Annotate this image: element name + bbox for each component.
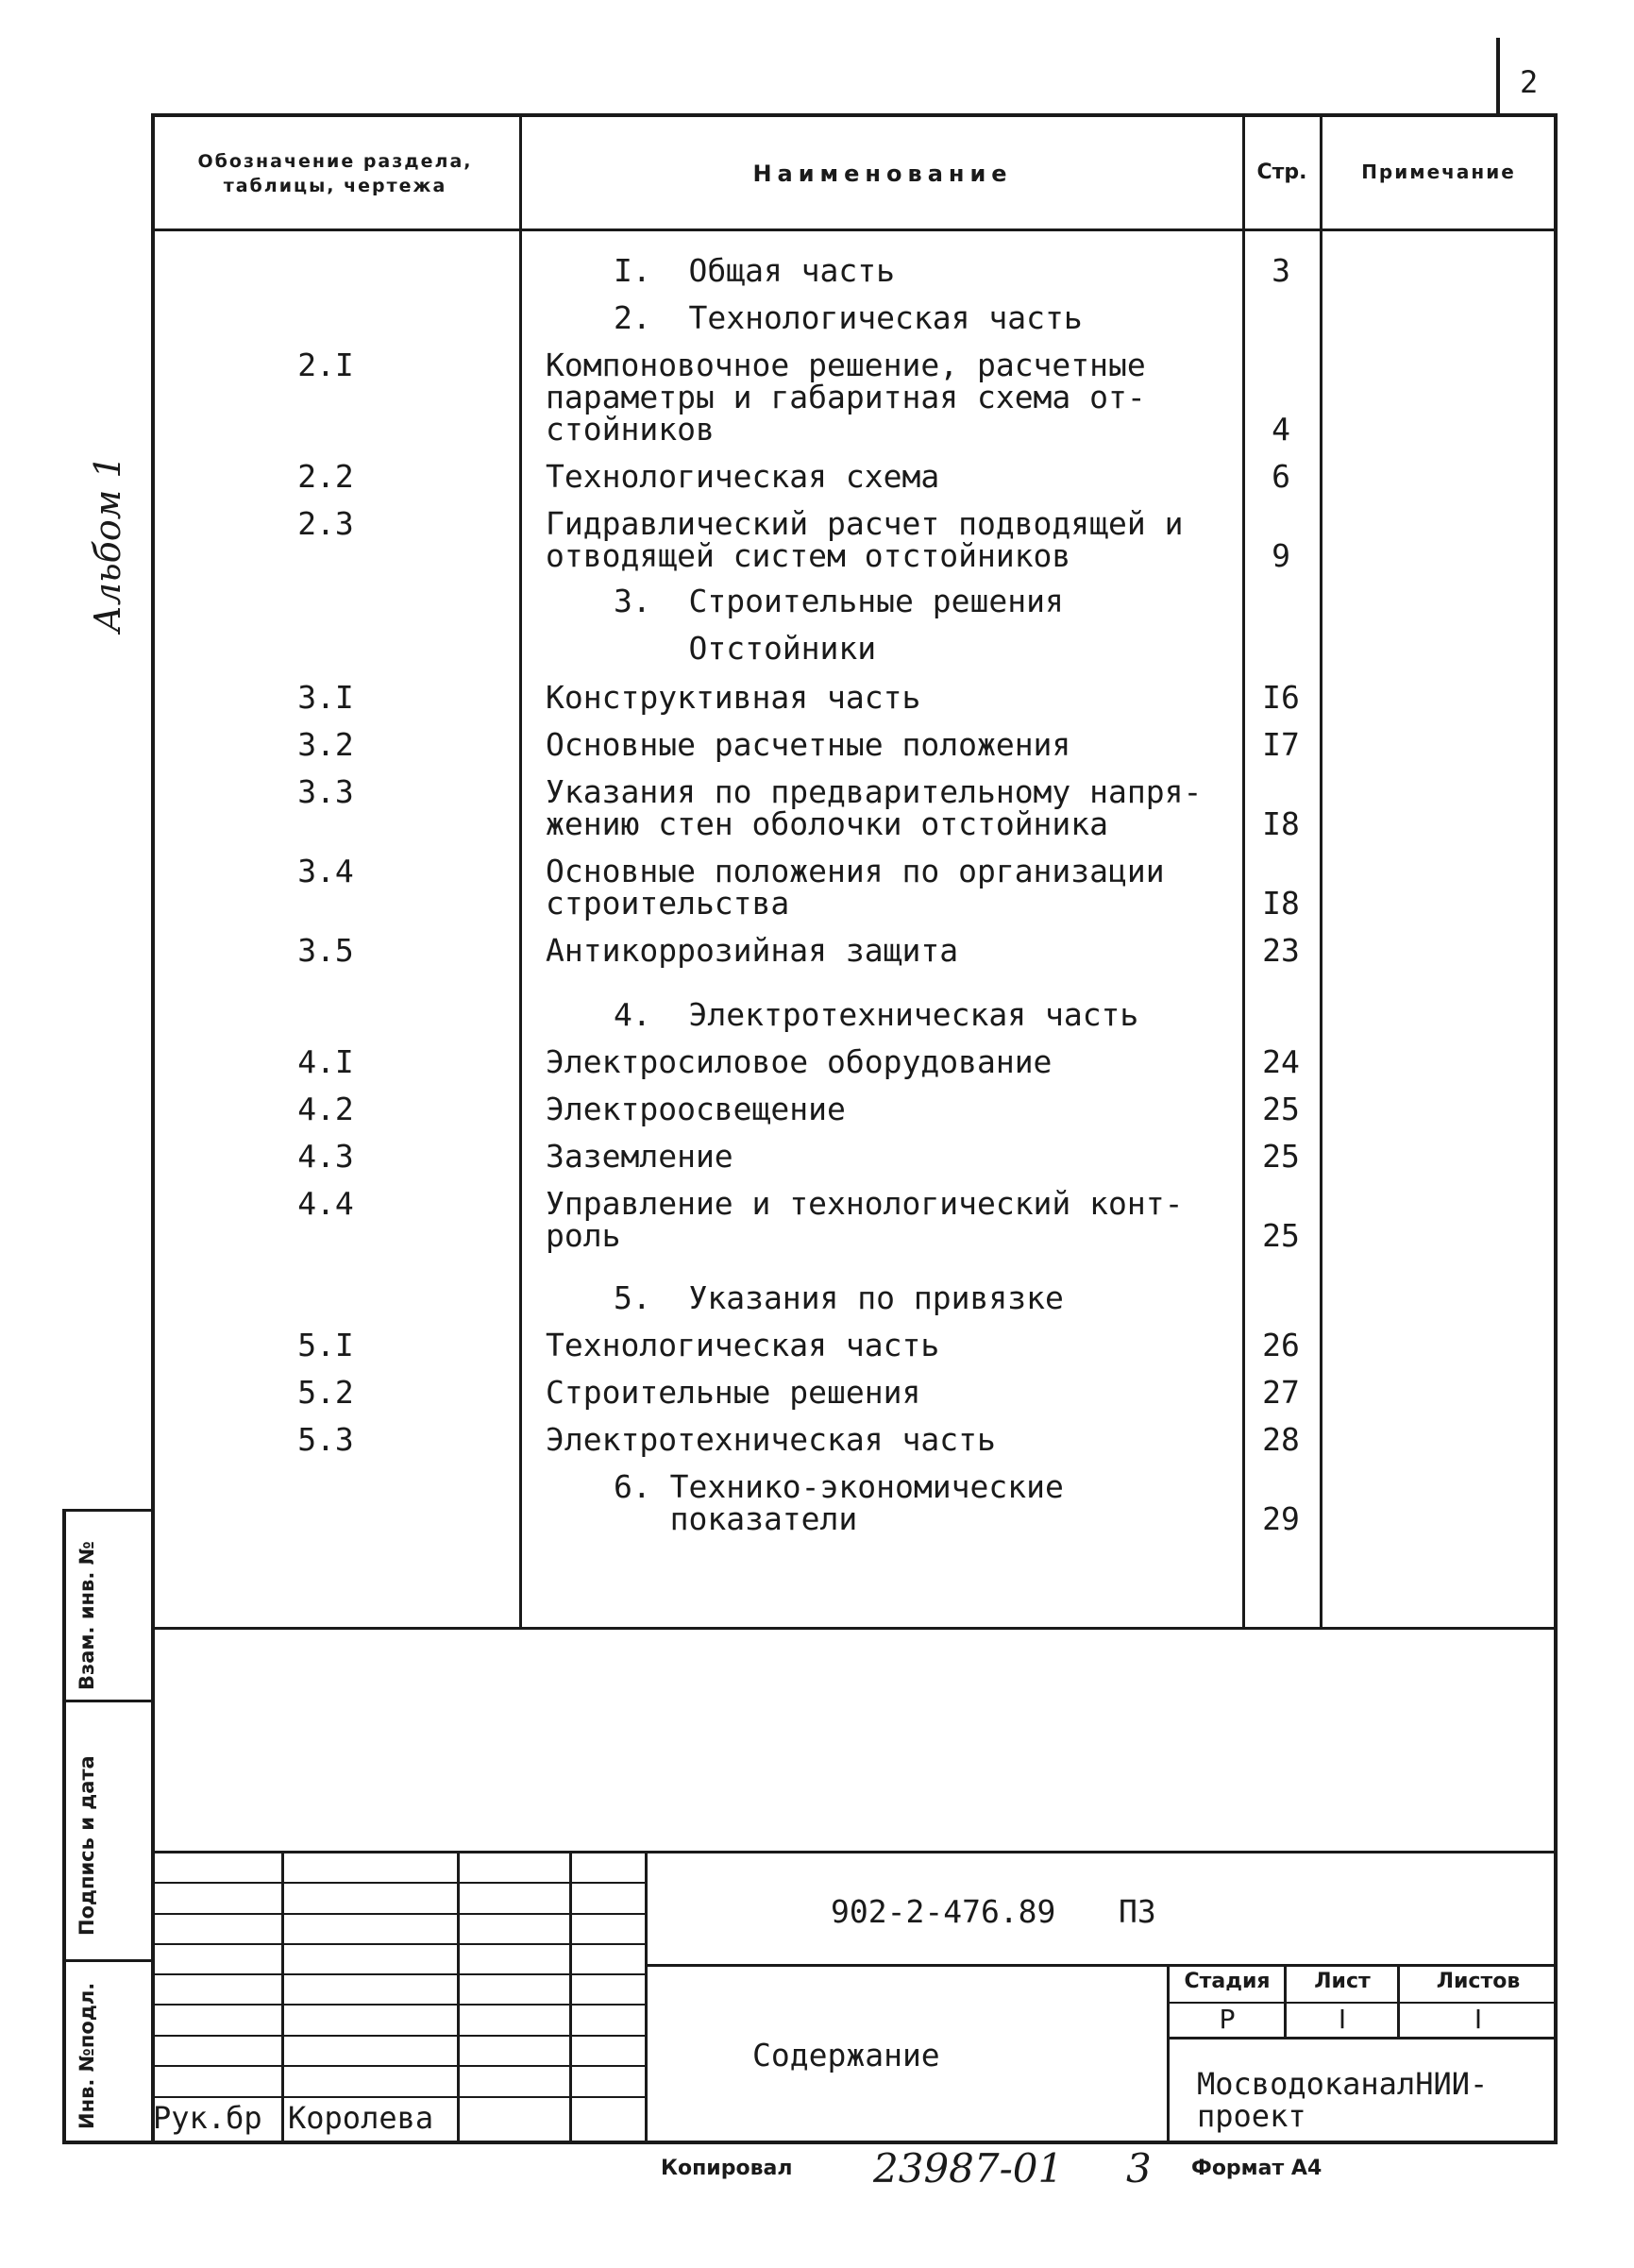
organization: МосводоканалНИИ- проект <box>1197 2066 1489 2134</box>
row-code: 3.5 <box>297 932 354 969</box>
row-page: I7 <box>1262 726 1300 763</box>
stamp-title: Содержание <box>752 2037 940 2073</box>
row-code: 5.2 <box>297 1374 354 1411</box>
row-page: 26 <box>1262 1327 1300 1363</box>
row-page: 25 <box>1262 1217 1300 1254</box>
row-code: 3.2 <box>297 726 354 763</box>
row-page: 29 <box>1262 1500 1300 1537</box>
row-page: 9 <box>1272 537 1290 574</box>
row-name: Конструктивная часть <box>546 679 921 716</box>
row-name: Компоновочное решение, расчетные параметры и габаритная схема от- стойников <box>546 347 1146 448</box>
row-name: Антикоррозийная защита <box>546 932 959 969</box>
sheets-value: I <box>1474 2004 1483 2035</box>
row-page: 23 <box>1262 932 1300 969</box>
row-page: I8 <box>1262 885 1300 922</box>
row-page: 6 <box>1272 458 1290 495</box>
row-page: 4 <box>1272 411 1290 448</box>
row-name: 3. Строительные решения <box>614 583 1064 619</box>
row-code: 5.I <box>297 1327 354 1363</box>
row-name: Основные положения по организации строительства <box>546 853 1165 922</box>
row-page: I8 <box>1262 805 1300 842</box>
copy-number: 23987-01 <box>873 2145 1064 2192</box>
sheet-value: I <box>1338 2004 1347 2035</box>
row-code: 4.2 <box>297 1091 354 1127</box>
header-name: Наименование <box>752 161 1013 187</box>
document-type: ПЗ <box>1119 1893 1156 1930</box>
row-page: I6 <box>1262 679 1300 716</box>
row-name: Технологическая схема <box>546 458 940 495</box>
row-name: Гидравлический расчет подводящей и отводящей систем отстойников <box>546 505 1184 574</box>
header-note: Примечание <box>1361 161 1516 183</box>
row-name: Основные расчетные положения <box>546 726 1071 763</box>
stage-label: Стадия <box>1184 1970 1271 1993</box>
row-code: 3.4 <box>297 853 354 889</box>
sheet-number: 2 <box>1520 64 1539 100</box>
copied-label: Копировал <box>661 2157 793 2180</box>
row-name: Управление и технологический конт- роль <box>546 1185 1184 1254</box>
row-page: 27 <box>1262 1374 1300 1411</box>
person-name: Королева <box>288 2100 434 2136</box>
row-name: Заземление <box>546 1138 733 1175</box>
row-page: 3 <box>1272 252 1290 289</box>
row-name: Строительные решения <box>546 1374 921 1411</box>
row-page: 25 <box>1262 1138 1300 1175</box>
sheets-label: Листов <box>1436 1970 1521 1993</box>
row-name: 4. Электротехническая часть <box>614 996 1139 1033</box>
sheet-label: Лист <box>1314 1970 1371 1993</box>
row-page: 28 <box>1262 1421 1300 1458</box>
row-name: 6. Технико-экономические показатели <box>614 1468 1064 1537</box>
header-designation: Обозначение раздела, таблицы, чертежа <box>197 151 473 196</box>
row-code: 3.3 <box>297 773 354 810</box>
side-label-exchange: Взам. инв. № <box>76 1541 98 1690</box>
row-name: Указания по предварительному напря- жению стен оболочки отстойника <box>546 773 1203 842</box>
role-label: Рук.бр <box>153 2100 262 2136</box>
header-page: Стр. <box>1256 161 1307 184</box>
page-mark: 3 <box>1126 2145 1152 2192</box>
side-label-inventory: Инв. №подл. <box>76 1982 98 2129</box>
row-name: 5. Указания по привязке <box>614 1279 1064 1316</box>
row-code: 2.3 <box>297 505 354 542</box>
document-code: 902-2-476.89 <box>831 1893 1056 1930</box>
row-name: Электросиловое оборудование <box>546 1043 1053 1080</box>
row-code: 2.I <box>297 347 354 383</box>
stage-value: Р <box>1219 2004 1236 2035</box>
row-name: 2. Технологическая часть <box>614 299 1083 336</box>
row-code: 4.I <box>297 1043 354 1080</box>
row-code: 2.2 <box>297 458 354 495</box>
row-name: Электротехническая часть <box>546 1421 996 1458</box>
row-code: 4.3 <box>297 1138 354 1175</box>
row-code: 5.3 <box>297 1421 354 1458</box>
row-name: Технологическая часть <box>546 1327 940 1363</box>
row-page: 25 <box>1262 1091 1300 1127</box>
row-name: Отстойники <box>614 630 877 667</box>
row-code: 3.I <box>297 679 354 716</box>
format-label: Формат А4 <box>1191 2157 1322 2180</box>
row-name: Электроосвещение <box>546 1091 846 1127</box>
row-code: 4.4 <box>297 1185 354 1222</box>
side-label-signature: Подпись и дата <box>76 1755 98 1936</box>
row-name: I. Общая часть <box>614 252 896 289</box>
album-label: Альбом 1 <box>87 455 128 633</box>
row-page: 24 <box>1262 1043 1300 1080</box>
